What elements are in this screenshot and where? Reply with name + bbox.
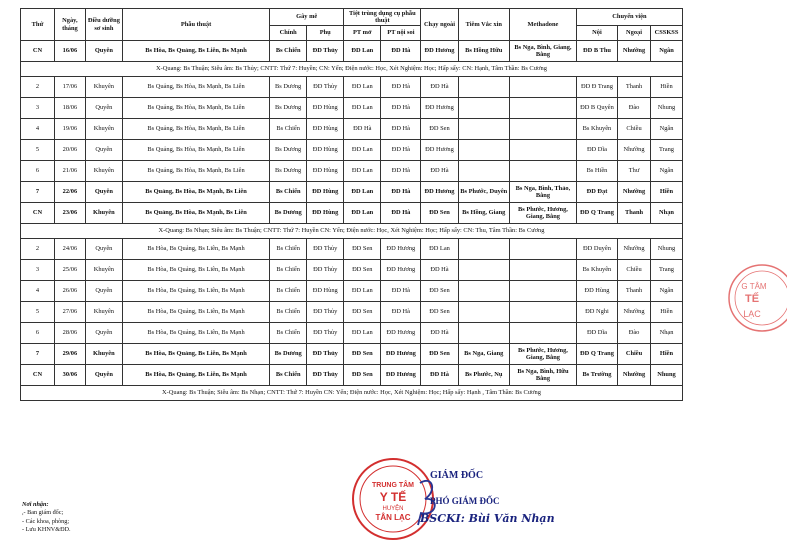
table-cell — [509, 119, 576, 140]
table-cell: Bs Chiến — [270, 239, 307, 260]
header-ngay: Ngày, tháng — [54, 9, 85, 41]
table-cell: 4 — [21, 281, 55, 302]
table-cell: Quyên — [85, 365, 122, 386]
table-cell: Bs Phước, Hương, Giang, Bằng — [509, 203, 576, 224]
table-cell: Bs Khuyên — [576, 260, 617, 281]
table-cell: ĐD Thủy — [307, 365, 344, 386]
week-note-row — [21, 62, 683, 77]
table-cell: Bs Dương — [270, 161, 307, 182]
table-cell: Bs Quảng, Bs Hòa, Bs Mạnh, Bs Liên — [122, 203, 269, 224]
table-cell: Bs Chiến — [270, 365, 307, 386]
table-cell: ĐD Hùng — [307, 182, 344, 203]
table-cell: 21/06 — [54, 161, 85, 182]
table-cell — [458, 98, 509, 119]
table-cell: ĐD Sen — [344, 365, 381, 386]
table-cell — [458, 260, 509, 281]
table-cell: Khuyên — [85, 203, 122, 224]
table-cell: ĐD Dĩa — [576, 140, 617, 161]
table-cell: ĐD Sen — [421, 344, 458, 365]
table-cell: ĐD Hà — [381, 281, 421, 302]
table-cell — [509, 239, 576, 260]
table-cell: 5 — [21, 140, 55, 161]
header-gay-me-chinh: Chính — [270, 26, 307, 41]
table-cell: Nhung — [651, 365, 683, 386]
table-cell: Bs Dương — [270, 98, 307, 119]
table-cell: ĐD Hương — [421, 182, 458, 203]
table-cell — [509, 260, 576, 281]
table-cell: ĐD Hương — [381, 323, 421, 344]
table-cell: Bs Hòa, Bs Quảng, Bs Liên, Bs Mạnh — [122, 302, 269, 323]
recipients-title: Nơi nhận: — [22, 501, 49, 508]
header-gay-me-phu: Phụ — [307, 26, 344, 41]
table-cell: Bs Dương — [270, 344, 307, 365]
table-cell: ĐD Hà — [421, 161, 458, 182]
header-methadone: Methadone — [509, 9, 576, 41]
table-cell: ĐD Hương — [421, 140, 458, 161]
table-cell: ĐD Q Trang — [576, 344, 617, 365]
table-cell: 25/06 — [54, 260, 85, 281]
table-cell: 18/06 — [54, 98, 85, 119]
table-row — [21, 281, 683, 302]
recipient-item: - Các khoa, phòng; — [22, 517, 70, 525]
side-seal — [712, 262, 787, 334]
table-cell: ĐD Hà — [381, 77, 421, 98]
table-cell: ĐD Thủy — [307, 260, 344, 281]
table-row — [21, 203, 683, 224]
table-cell: 22/06 — [54, 182, 85, 203]
table-cell: Bs Quảng, Bs Hòa, Bs Mạnh, Bs Liên — [122, 119, 269, 140]
table-cell: Hiền — [651, 182, 683, 203]
table-cell: Khuyên — [85, 302, 122, 323]
table-cell: ĐD Lan — [344, 41, 381, 62]
week-note: X-Quang: Bs Nhạn; Siêu âm: Bs Thuận; CNTT: Thứ 7: Huyền CN: Yến; Điện nước: Học, Xét Nghiệm: Học; Hấp sấy: CN: Thu, Tâm Thần: Bs Cương — [21, 224, 683, 239]
table-cell: Quyên — [85, 41, 122, 62]
table-cell: ĐD Thủy — [307, 77, 344, 98]
table-cell: Nhường — [618, 239, 651, 260]
table-cell: Thanh — [618, 203, 651, 224]
table-cell: ĐD Lan — [344, 323, 381, 344]
table-cell: ĐD Thủy — [307, 323, 344, 344]
table-cell: ĐD Sen — [421, 302, 458, 323]
table-cell: ĐD Đ Trang — [576, 77, 617, 98]
table-cell: ĐD Hương — [421, 41, 458, 62]
table-cell: Bs Chiến — [270, 182, 307, 203]
table-cell: ĐD Hùng — [307, 281, 344, 302]
table-cell: ĐD Duyên — [576, 239, 617, 260]
table-cell: ĐD Hà — [381, 41, 421, 62]
table-cell: Bs Quảng, Bs Hòa, Bs Mạnh, Bs Liên — [122, 77, 269, 98]
table-cell: Nhường — [618, 302, 651, 323]
table-cell: ĐD Sen — [344, 344, 381, 365]
table-cell: ĐD Hà — [381, 161, 421, 182]
seal-line1: TRUNG TÂM — [372, 482, 414, 489]
table-cell: ĐD Hà — [381, 98, 421, 119]
table-cell: Thanh — [618, 77, 651, 98]
table-cell: ĐD Nghi — [576, 302, 617, 323]
table-cell: Hiền — [651, 77, 683, 98]
table-cell: 27/06 — [54, 302, 85, 323]
table-row — [21, 323, 683, 344]
table-cell: ĐD Thủy — [307, 41, 344, 62]
table-cell: Bs Hòa, Bs Quảng, Bs Liên, Bs Mạnh — [122, 281, 269, 302]
table-cell: 7 — [21, 182, 55, 203]
table-cell: Bs Hồng, Giang — [458, 203, 509, 224]
header-tiem: Tiêm Vắc xin — [458, 9, 509, 41]
table-cell: ĐD Đạt — [576, 182, 617, 203]
table-cell: ĐD Hà — [381, 302, 421, 323]
week-note-row — [21, 386, 683, 401]
table-cell: Bs Phước, Nụ — [458, 365, 509, 386]
table-cell: 7 — [21, 344, 55, 365]
table-cell: Ngân — [651, 119, 683, 140]
table-cell: Quyên — [85, 182, 122, 203]
table-cell: 4 — [21, 119, 55, 140]
table-cell: 16/06 — [54, 41, 85, 62]
header-phau-thuat: Phẫu thuật — [122, 9, 269, 41]
table-row — [21, 41, 683, 62]
table-cell: ĐD Hương — [381, 365, 421, 386]
header-tiet-trung: Tiệt trùng dụng cụ phẫu thuật — [344, 9, 421, 26]
table-row — [21, 239, 683, 260]
table-cell: Khuyên — [85, 260, 122, 281]
table-cell — [509, 161, 576, 182]
table-cell: ĐD Hùng — [307, 140, 344, 161]
table-cell: Ngân — [651, 41, 683, 62]
table-cell — [509, 140, 576, 161]
header-noi: Nội — [576, 26, 617, 41]
table-cell: ĐD Thủy — [307, 239, 344, 260]
table-cell: Bs Nga, Bình, Giang, Bằng — [509, 41, 576, 62]
table-cell — [458, 239, 509, 260]
table-cell: Khuyên — [85, 161, 122, 182]
table-cell: Bs Chiến — [270, 119, 307, 140]
table-cell: Bs Dương — [270, 140, 307, 161]
table-cell: ĐD Hùng — [307, 119, 344, 140]
table-cell: Thanh — [618, 281, 651, 302]
week-note: X-Quang: Bs Thuận; Siêu âm: Bs Nhạn; CNTT: Thứ 7: Huyền CN: Yến; Điện nước: Học, Xét Nghiệm: Học; Hấp sấy: Hạnh , Tâm Thần: Bs Cương — [21, 386, 683, 401]
table-row — [21, 182, 683, 203]
table-cell: Quyên — [85, 239, 122, 260]
table-row — [21, 161, 683, 182]
table-cell: Trang — [651, 260, 683, 281]
table-cell — [458, 77, 509, 98]
table-cell: Quyên — [85, 140, 122, 161]
recipients — [22, 501, 71, 534]
recipient-item: ,- Ban giám đốc; — [22, 509, 64, 517]
table-cell: Bs Nga, Giang — [458, 344, 509, 365]
table-cell: ĐD Hà — [421, 323, 458, 344]
table-cell: Nhạn — [651, 203, 683, 224]
table-cell: ĐD Sen — [421, 203, 458, 224]
table-cell: ĐD Thủy — [307, 302, 344, 323]
table-cell: ĐD Lan — [421, 239, 458, 260]
table-cell: Bs Hòa, Bs Quảng, Bs Liên, Bs Mạnh — [122, 260, 269, 281]
table-cell: ĐD Lan — [344, 281, 381, 302]
table-cell: Bs Dương — [270, 77, 307, 98]
table-row — [21, 302, 683, 323]
table-cell: Bs Chiến — [270, 302, 307, 323]
table-cell: 30/06 — [54, 365, 85, 386]
table-row — [21, 77, 683, 98]
table-cell: Ngân — [651, 161, 683, 182]
table-cell: ĐD Lan — [344, 98, 381, 119]
header-chuyen-vien: Chuyển viện — [576, 9, 682, 26]
table-cell: Hiền — [651, 302, 683, 323]
table-cell: 6 — [21, 161, 55, 182]
table-cell: Trang — [651, 140, 683, 161]
table-cell: 23/06 — [54, 203, 85, 224]
table-cell — [458, 119, 509, 140]
table-cell: CN — [21, 41, 55, 62]
table-cell: ĐD Hà — [381, 140, 421, 161]
table-cell — [458, 323, 509, 344]
side-seal-line3: LẠC — [743, 309, 761, 319]
table-cell: ĐD Hùng — [307, 203, 344, 224]
schedule-body — [21, 41, 683, 401]
table-cell: ĐD Hùng — [576, 281, 617, 302]
table-cell: Nhường — [618, 365, 651, 386]
table-cell: Quyên — [85, 98, 122, 119]
seal-line3: HUYỆN — [382, 506, 404, 512]
table-cell: Bs Quảng, Bs Hòa, Bs Mạnh, Bs Liên — [122, 161, 269, 182]
table-row — [21, 365, 683, 386]
week-note: X-Quang: Bs Thuận; Siêu âm: Bs Thủy; CNTT: Thứ 7: Huyền; CN: Yến; Điện nước: Học, Xét Nghiệm: Học; Hấp sấy: CN: Hạnh, Tâm Thần: Bs Cương — [21, 62, 683, 77]
table-cell: 20/06 — [54, 140, 85, 161]
table-cell: ĐD Hương — [381, 344, 421, 365]
table-cell: 6 — [21, 323, 55, 344]
week-note-row — [21, 224, 683, 239]
signature-sub-role: PHÓ GIÁM ĐỐC — [430, 496, 500, 506]
table-cell — [458, 302, 509, 323]
seal-line4: TÂN LẠC — [375, 513, 411, 522]
table-cell: 3 — [21, 260, 55, 281]
table-cell: Bs Hồng Hữu — [458, 41, 509, 62]
table-row — [21, 98, 683, 119]
table-cell: 2 — [21, 77, 55, 98]
table-cell: ĐD Sen — [344, 302, 381, 323]
table-cell — [509, 302, 576, 323]
table-cell: CN — [21, 365, 55, 386]
table-cell: Bs Dương — [270, 203, 307, 224]
table-cell: ĐD Hà — [421, 77, 458, 98]
table-cell: Bs Hòa, Bs Quảng, Bs Liên, Bs Mạnh — [122, 239, 269, 260]
table-cell: Chiều — [618, 344, 651, 365]
header-csskss: CSSKSS — [651, 26, 683, 41]
table-cell: 3 — [21, 98, 55, 119]
table-cell — [458, 140, 509, 161]
table-cell: ĐD B Thu — [576, 41, 617, 62]
seal-line2: Y TẾ — [379, 490, 407, 504]
table-cell: Khuyên — [85, 344, 122, 365]
table-cell: ĐD Hà — [381, 119, 421, 140]
table-cell: 24/06 — [54, 239, 85, 260]
table-cell: Nhường — [618, 182, 651, 203]
table-cell: ĐD Thủy — [307, 344, 344, 365]
table-cell: ĐD Hùng — [307, 98, 344, 119]
table-cell — [509, 281, 576, 302]
table-cell: 2 — [21, 239, 55, 260]
table-row — [21, 260, 683, 281]
table-cell: 29/06 — [54, 344, 85, 365]
table-cell: 28/06 — [54, 323, 85, 344]
table-cell: ĐD Lan — [344, 77, 381, 98]
table-cell: CN — [21, 203, 55, 224]
table-cell: Nhường — [618, 41, 651, 62]
table-cell: ĐD Dĩa — [576, 323, 617, 344]
side-seal-line2: TẾ — [744, 293, 760, 305]
table-cell: Bs Chiến — [270, 323, 307, 344]
table-cell: Bs Quảng, Bs Hòa, Bs Mạnh, Bs Liên — [122, 182, 269, 203]
table-cell: Bs Chiến — [270, 41, 307, 62]
table-cell: Khuyên — [85, 77, 122, 98]
table-cell — [509, 323, 576, 344]
table-cell: ĐD Hương — [421, 98, 458, 119]
table-cell: ĐD Lan — [344, 161, 381, 182]
table-row — [21, 119, 683, 140]
table-cell: ĐD Q Trang — [576, 203, 617, 224]
table-cell: ĐD B Quyên — [576, 98, 617, 119]
table-cell: Bs Chiến — [270, 281, 307, 302]
table-cell: Chiều — [618, 260, 651, 281]
header-thu: Thứ — [21, 9, 55, 41]
table-cell: ĐD Hà — [381, 203, 421, 224]
table-cell: Bs Hiền — [576, 161, 617, 182]
table-cell: Ngân — [651, 281, 683, 302]
table-cell: 26/06 — [54, 281, 85, 302]
table-cell: ĐD Hương — [381, 239, 421, 260]
header-pt-mo: PT mở — [344, 26, 381, 41]
table-cell: Quyên — [85, 323, 122, 344]
table-cell: ĐD Hà — [421, 365, 458, 386]
header-pt-noi-soi: PT nội soi — [381, 26, 421, 41]
table-cell: ĐD Hà — [344, 119, 381, 140]
table-cell — [509, 98, 576, 119]
table-cell: Chiều — [618, 119, 651, 140]
table-cell: Khuyên — [85, 119, 122, 140]
table-row — [21, 344, 683, 365]
table-cell: Bs Hòa, Bs Quảng, Bs Liên, Bs Mạnh — [122, 365, 269, 386]
duty-schedule-table — [20, 8, 683, 401]
side-seal-line1: G TÂM — [741, 282, 767, 291]
table-cell: Bs Nga, Bình, Hữu Bằng — [509, 365, 576, 386]
table-cell: Bs Chiến — [270, 260, 307, 281]
table-cell: Thư — [618, 161, 651, 182]
table-cell: ĐD Sen — [421, 119, 458, 140]
recipient-item: - Lưu KHNV&ĐD. — [22, 526, 71, 534]
table-cell — [509, 77, 576, 98]
table-cell: ĐD Hà — [381, 182, 421, 203]
table-cell: Nhường — [618, 140, 651, 161]
table-cell: ĐD Sen — [344, 239, 381, 260]
table-cell: ĐD Hùng — [307, 161, 344, 182]
table-cell: Bs Hòa, Bs Quảng, Bs Liên, Bs Mạnh — [122, 41, 269, 62]
table-cell: 17/06 — [54, 77, 85, 98]
table-cell: Đào — [618, 98, 651, 119]
table-cell: ĐD Hà — [421, 260, 458, 281]
table-cell: ĐD Lan — [344, 182, 381, 203]
header-dieu-duong: Điều dưỡng sơ sinh — [85, 9, 122, 41]
table-cell: Bs Nga, Bình, Thảo, Bằng — [509, 182, 576, 203]
table-cell: ĐD Hương — [381, 260, 421, 281]
table-cell: Bs Khuyên — [576, 119, 617, 140]
header-chay-ngoai: Chạy ngoài — [421, 9, 458, 41]
table-cell: Bs Trường — [576, 365, 617, 386]
table-cell: ĐD Lan — [344, 203, 381, 224]
header-ngoai: Ngoại — [618, 26, 651, 41]
table-cell: ĐD Lan — [344, 140, 381, 161]
table-cell: Bs Hòa, Bs Quảng, Bs Liên, Bs Mạnh — [122, 323, 269, 344]
table-cell: Nhạn — [651, 323, 683, 344]
table-cell: Hiền — [651, 344, 683, 365]
table-cell: Bs Quảng, Bs Hòa, Bs Mạnh, Bs Liên — [122, 98, 269, 119]
table-cell: Nhung — [651, 239, 683, 260]
table-cell — [458, 161, 509, 182]
table-row — [21, 140, 683, 161]
table-cell: Quyên — [85, 281, 122, 302]
header-gay-me: Gây mê — [270, 9, 344, 26]
table-cell — [458, 281, 509, 302]
signature-name: BSCKI: Bùi Văn Nhạn — [420, 512, 555, 525]
table-cell: ĐD Sen — [421, 281, 458, 302]
table-cell: Bs Phước, Duyên — [458, 182, 509, 203]
table-cell: Bs Phước, Hương, Giang, Bằng — [509, 344, 576, 365]
table-cell: Nhung — [651, 98, 683, 119]
table-cell: Bs Hòa, Bs Quảng, Bs Liên, Bs Mạnh — [122, 344, 269, 365]
signature-role: GIÁM ĐỐC — [430, 470, 484, 481]
table-cell: 19/06 — [54, 119, 85, 140]
table-cell: 5 — [21, 302, 55, 323]
table-cell: Đào — [618, 323, 651, 344]
table-cell: Bs Quảng, Bs Hòa, Bs Mạnh, Bs Liên — [122, 140, 269, 161]
table-cell: ĐD Sen — [344, 260, 381, 281]
